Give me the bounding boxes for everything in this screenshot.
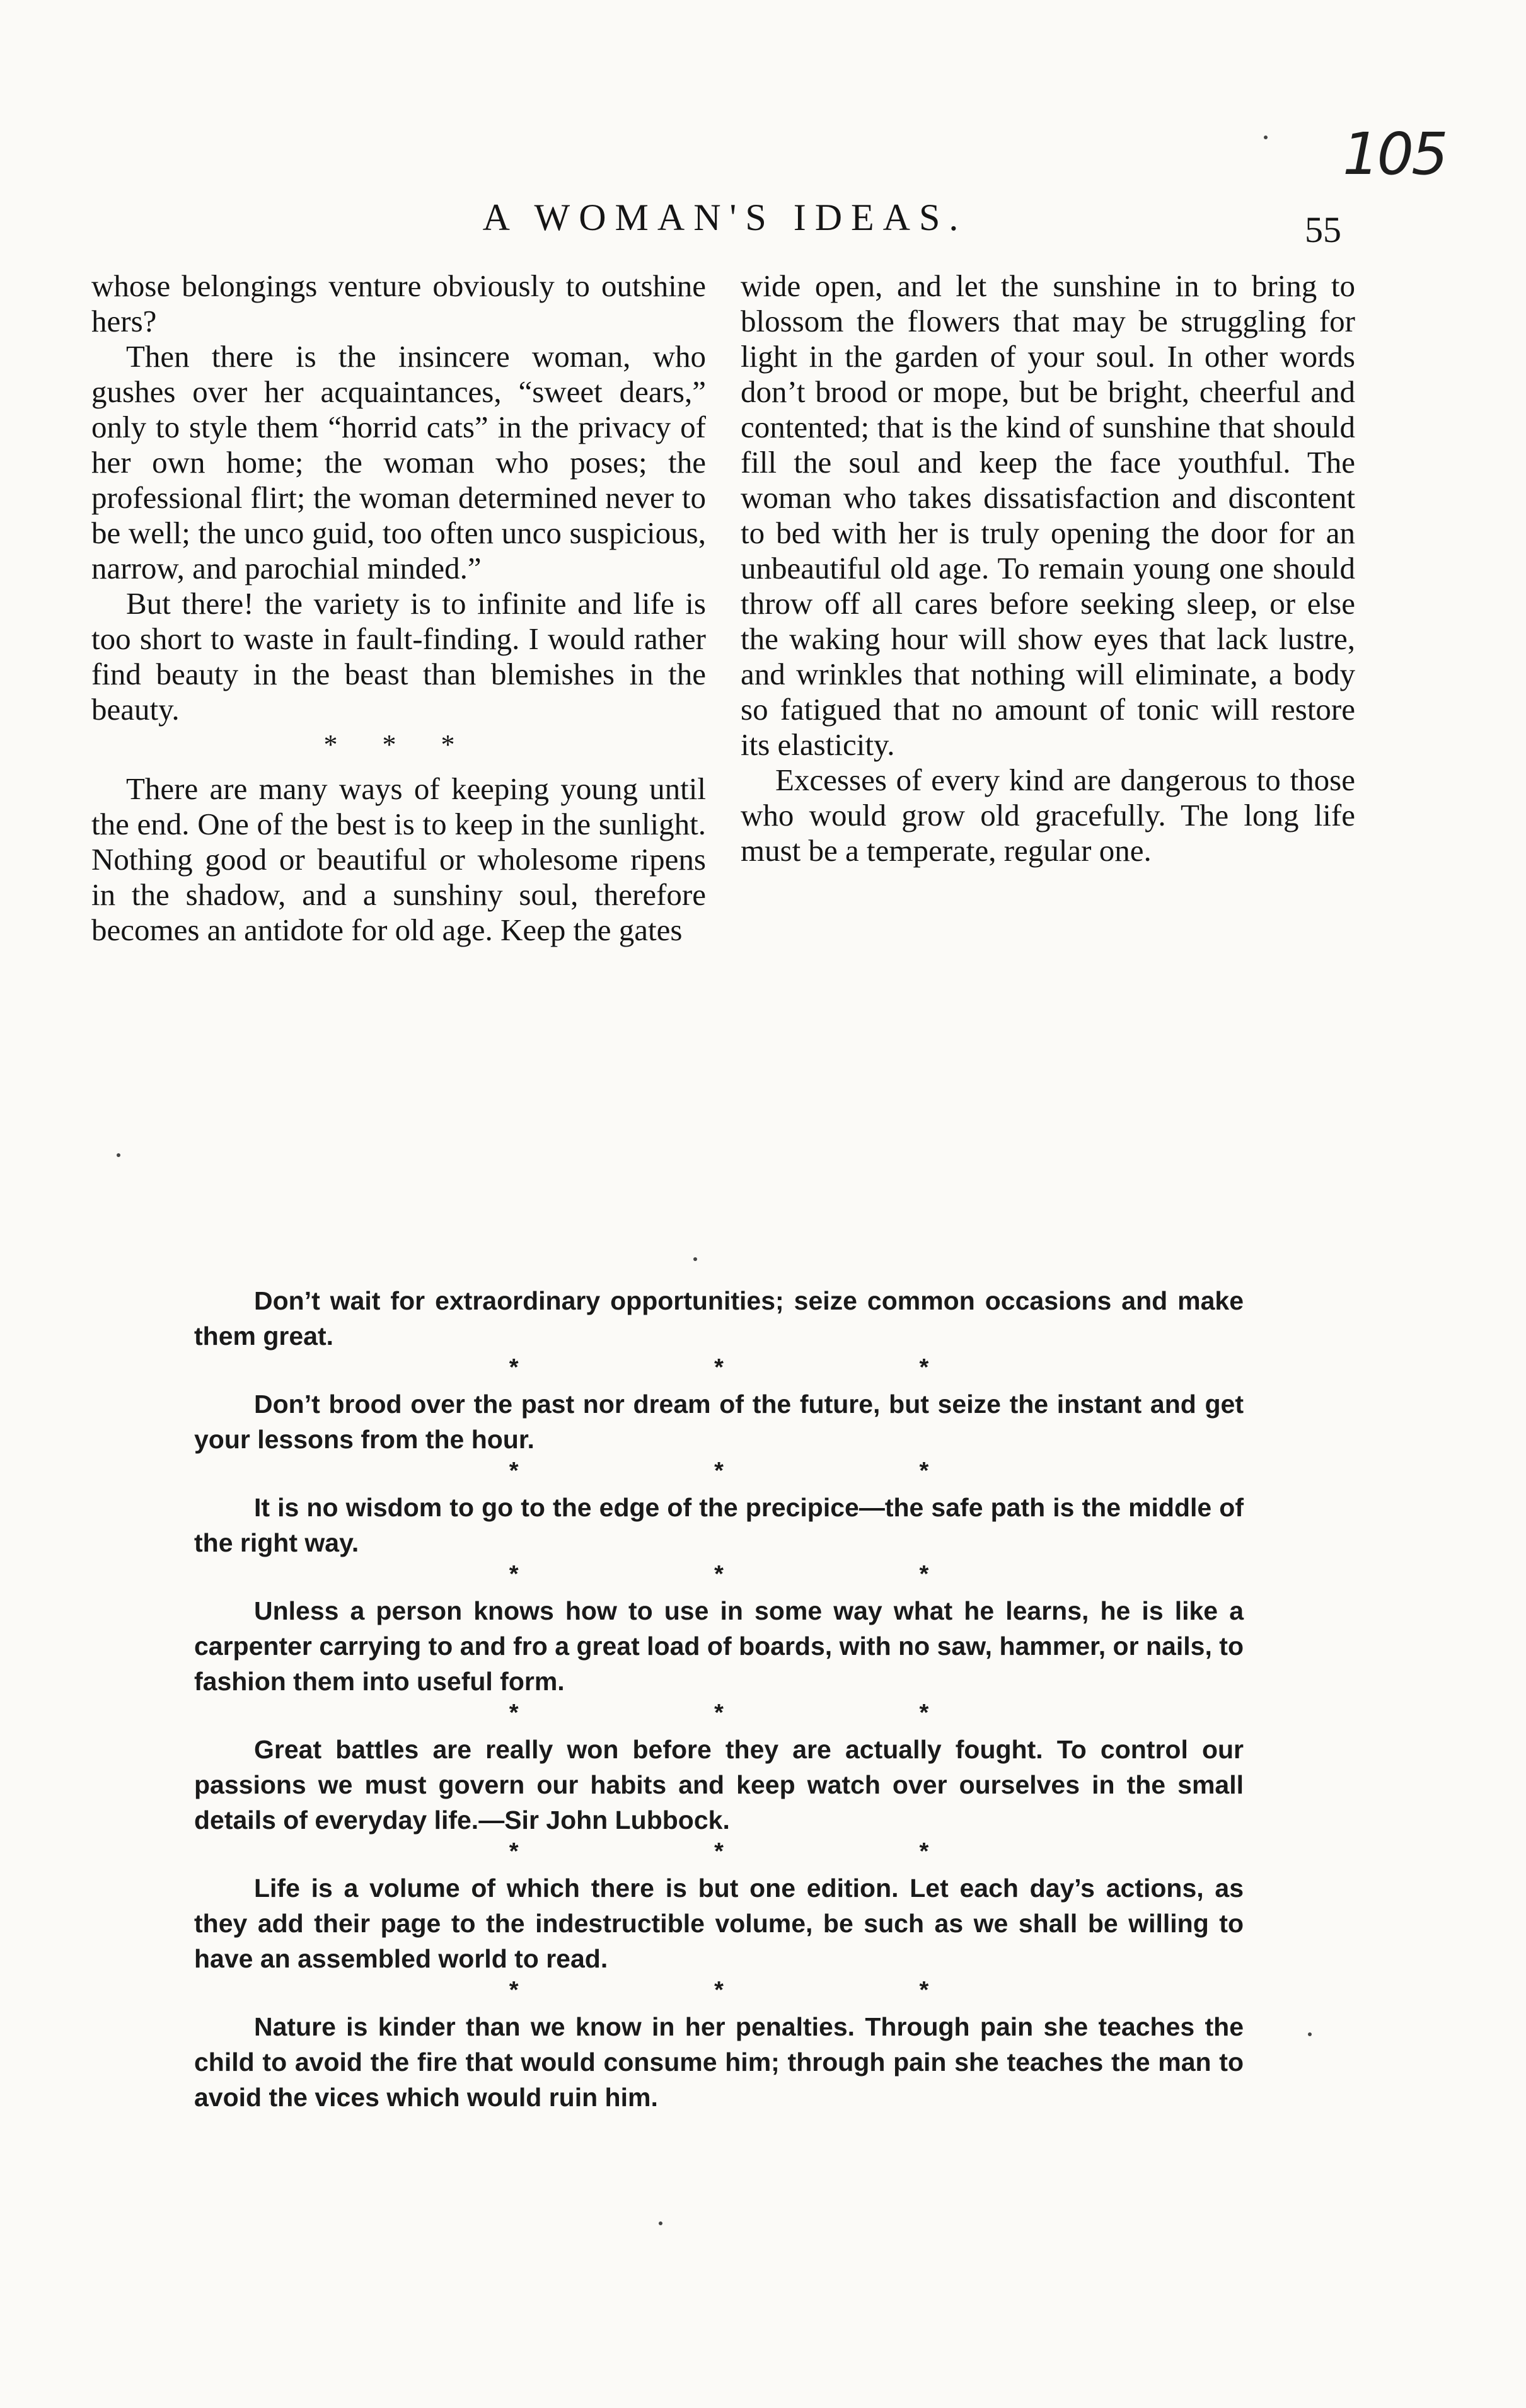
maxim: It is no wisdom to go to the edge of the precipice—the safe path is the middle of the right way. — [194, 1493, 1244, 1557]
paper-speck — [693, 1257, 697, 1261]
running-title: A WOMAN'S IDEAS. — [482, 197, 968, 238]
maxim: Don’t wait for extraordinary opportunities; seize common occasions and make them great. — [194, 1286, 1244, 1351]
paper-speck — [659, 2221, 662, 2225]
page-header — [0, 189, 1526, 250]
maxim: Life is a volume of which there is but one edition. Let each day’s actions, as they add their page to the indestructible volume, be such as we shall be willing to have an assembled world to read. — [194, 1874, 1244, 1973]
essay-paragraph: But there! the variety is to infinite and life is too short to waste in fault-finding. I would rather find beauty in the beast than blemishes in the beauty. — [91, 586, 706, 727]
paper-speck — [1264, 135, 1268, 139]
maxim: Don’t brood over the past nor dream of the future, but seize the instant and get your lessons from the hour. — [194, 1390, 1244, 1454]
essay-paragraph: whose belongings venture obviously to outshine hers? — [91, 268, 706, 338]
maxim-separator: * * * — [509, 1354, 1024, 1381]
section-separator: * * * — [323, 729, 474, 760]
maxim-separator: * * * — [509, 1700, 1024, 1726]
essay-paragraph: There are many ways of keeping young until the end. One of the best is to keep in the sunlight. Nothing good or beautiful or wholesome ripens in the shadow, and a sunshiny soul, therefore becomes an antidote for old age. Keep the gates — [91, 771, 706, 947]
maxims-section — [194, 1283, 1244, 2115]
essay-left-column — [91, 268, 706, 948]
maxim: Nature is kinder than we know in her penalties. Through pain she teaches the child to avoid the fire that would consume him; through pain she teaches the man to avoid the vices which would ruin him. — [194, 2012, 1244, 2112]
maxim: Great battles are really won before they are actually fought. To control our passions we must govern our habits and keep watch over ourselves in the small details of everyday life.—Sir John Lubbock. — [194, 1735, 1244, 1835]
essay-right-column — [741, 268, 1355, 868]
page-number: 55 — [1305, 209, 1341, 250]
essay-paragraph: Excesses of every kind are dangerous to those who would grow old gracefully. The long life must be a temperate, regular one. — [741, 763, 1355, 868]
maxim-separator: * * * — [509, 1561, 1024, 1587]
essay-paragraph: Then there is the insincere woman, who gushes over her acquaintances, “sweet dears,” only to style them “horrid cats” in the privacy of her own home; the woman who poses; the professional flirt; the woman determined never to be well; the unco guid, too often unco suspicious, narrow, and parochial minded.” — [91, 339, 706, 585]
handwritten-page-note: 105 — [1343, 120, 1446, 188]
paper-speck — [1308, 2032, 1312, 2036]
essay-paragraph: wide open, and let the sunshine in to bring to blossom the flowers that may be struggling for light in the garden of your soul. In other words don’t brood or mope, but be bright, cheerful and contented; that is the kind of sunshine that should fill the soul and keep the face youthful. The woman who takes dissatisfaction and discontent to bed with her is truly opening the door for an unbeautiful old age. To remain young one should throw off all cares before seeking sleep, or else the waking hour will show eyes that lack lustre, and wrinkles that nothing will eliminate, a body so fatigued that no amount of tonic will restore its elasticity. — [741, 268, 1355, 762]
maxim-separator: * * * — [509, 1977, 1024, 2003]
maxim: Unless a person knows how to use in some way what he learns, he is like a carpenter carrying to and fro a great load of boards, with no saw, hammer, or nails, to fashion them into useful form. — [194, 1596, 1244, 1696]
maxim-separator: * * * — [509, 1458, 1024, 1484]
maxim-separator: * * * — [509, 1838, 1024, 1865]
paper-speck — [117, 1153, 120, 1157]
